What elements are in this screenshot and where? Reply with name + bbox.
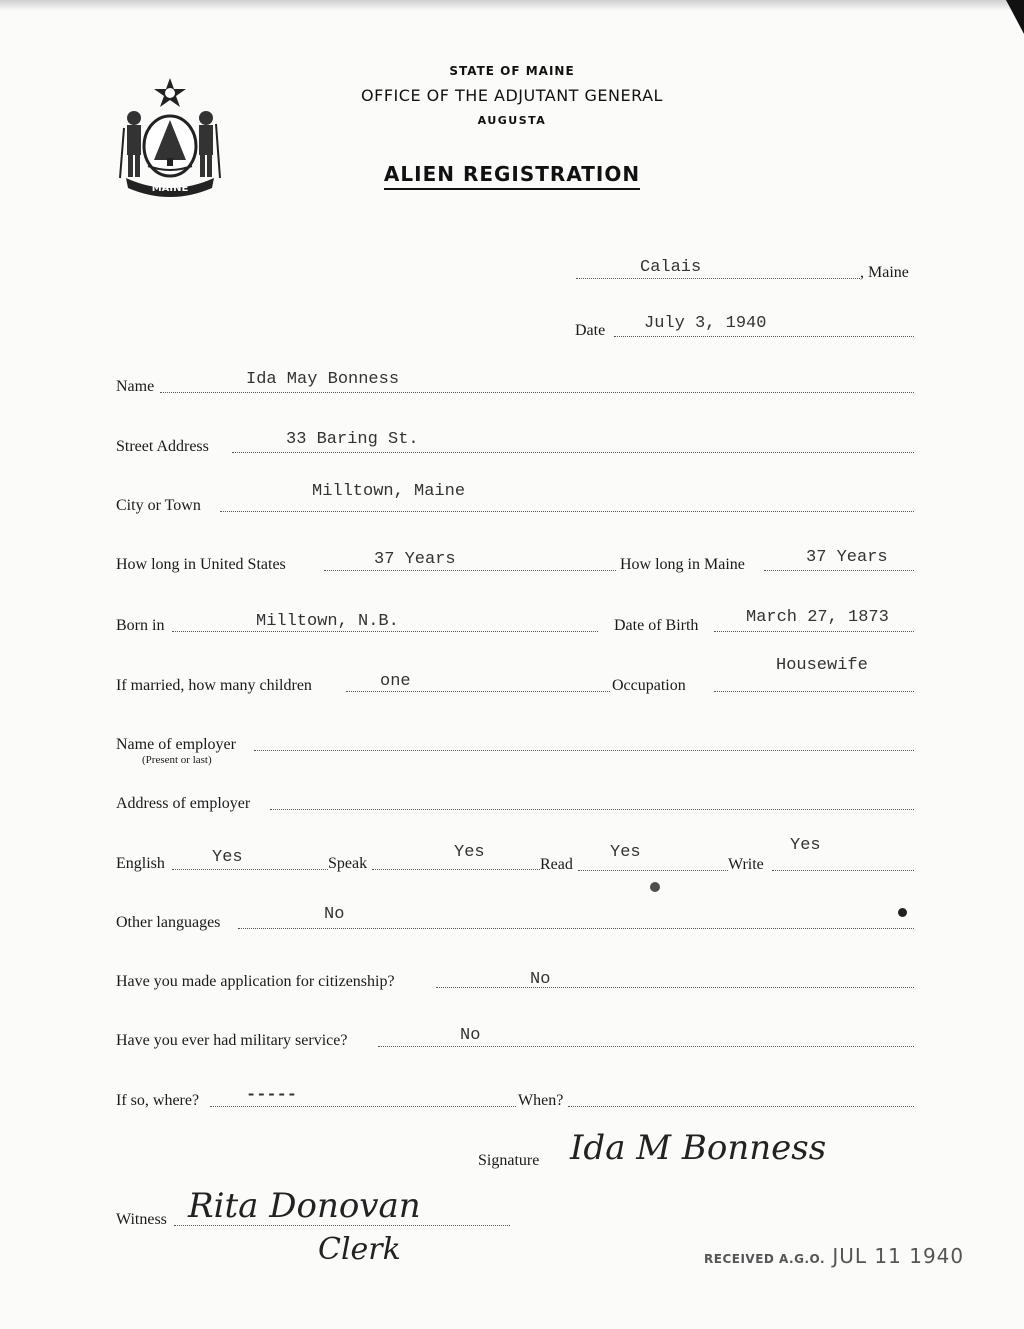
if-so-where-label: If so, where? — [116, 1092, 200, 1109]
military-line — [378, 1046, 914, 1047]
write-line — [772, 870, 914, 871]
scan-corner — [1006, 0, 1024, 34]
form-title: ALIEN REGISTRATION — [0, 162, 1024, 186]
military-value: No — [460, 1026, 481, 1045]
how-long-us-value: 37 Years — [374, 550, 456, 569]
english-label: English — [116, 855, 165, 872]
citizenship-label: Have you made application for citizenship? — [116, 973, 395, 990]
seal-banner: MAINE — [151, 183, 189, 194]
how-long-maine-label: How long in Maine — [620, 556, 745, 573]
office-heading: OFFICE OF THE ADJUTANT GENERAL — [361, 86, 663, 105]
ink-blot — [898, 908, 907, 917]
stamp-prefix: RECEIVED A.G.O. — [704, 1252, 826, 1266]
signature-label: Signature — [478, 1152, 540, 1169]
date-line — [614, 336, 914, 337]
employer-address-line — [270, 809, 914, 810]
children-label: If married, how many children — [116, 677, 312, 694]
witness-signature: Rita Donovan — [188, 1186, 421, 1226]
write-value: Yes — [790, 836, 821, 855]
when-line — [568, 1106, 914, 1107]
employer-name-label: Name of employer — [116, 736, 236, 753]
english-line — [172, 869, 328, 870]
how-long-us-label: How long in United States — [116, 556, 286, 573]
city-heading: AUGUSTA — [477, 114, 547, 127]
if-so-where-line — [210, 1106, 516, 1107]
employer-name-line — [254, 750, 914, 751]
citizenship-line — [436, 987, 914, 988]
write-label: Write — [728, 856, 764, 873]
read-label: Read — [540, 856, 573, 873]
employer-note: (Present or last) — [142, 754, 212, 766]
street-address-line — [232, 452, 914, 453]
name-value: Ida May Bonness — [246, 370, 400, 389]
scan-edge — [0, 0, 1024, 10]
maine-label: , Maine — [860, 264, 909, 281]
children-value: one — [380, 672, 411, 691]
speak-label: Speak — [328, 855, 368, 872]
date-label: Date — [575, 322, 606, 339]
stamp-date: JUL 11 1940 — [832, 1244, 965, 1268]
city-value: Milltown, Maine — [312, 482, 466, 501]
date-of-birth-line — [714, 631, 914, 632]
street-address-label: Street Address — [116, 438, 209, 455]
employer-address-label: Address of employer — [116, 795, 251, 812]
ink-blot — [650, 882, 660, 892]
when-label: When? — [518, 1092, 564, 1109]
name-label: Name — [116, 378, 155, 395]
speak-line — [372, 869, 540, 870]
how-long-maine-line — [764, 570, 914, 571]
citizenship-value: No — [530, 970, 551, 989]
military-label: Have you ever had military service? — [116, 1032, 348, 1049]
speak-value: Yes — [454, 843, 485, 862]
born-in-label: Born in — [116, 617, 165, 634]
date-of-birth-label: Date of Birth — [614, 617, 699, 634]
occupation-value: Housewife — [776, 656, 868, 675]
children-line — [346, 691, 610, 692]
applicant-signature: Ida M Bonness — [570, 1128, 827, 1168]
how-long-us-line — [324, 570, 616, 571]
occupation-line — [714, 691, 914, 692]
state-heading: STATE OF MAINE — [449, 64, 575, 78]
if-so-where-value: ----- — [246, 1086, 298, 1105]
read-line — [578, 870, 728, 871]
read-value: Yes — [610, 843, 641, 862]
city-line — [220, 511, 914, 512]
date-of-birth-value: March 27, 1873 — [746, 608, 889, 627]
born-in-line — [172, 631, 598, 632]
other-languages-value: No — [324, 905, 345, 924]
received-stamp — [704, 1244, 964, 1268]
how-long-maine-value: 37 Years — [806, 548, 888, 567]
date-value: July 3, 1940 — [644, 314, 767, 333]
english-value: Yes — [212, 848, 243, 867]
other-languages-line — [238, 928, 914, 929]
occupation-label: Occupation — [612, 677, 686, 694]
other-languages-label: Other languages — [116, 914, 221, 931]
town-value: Calais — [640, 258, 702, 277]
witness-title: Clerk — [318, 1232, 401, 1267]
street-address-value: 33 Baring St. — [286, 430, 419, 449]
city-label: City or Town — [116, 497, 201, 514]
name-line — [160, 392, 914, 393]
town-line — [576, 278, 860, 279]
witness-label: Witness — [116, 1211, 167, 1228]
born-in-value: Milltown, N.B. — [256, 612, 399, 631]
